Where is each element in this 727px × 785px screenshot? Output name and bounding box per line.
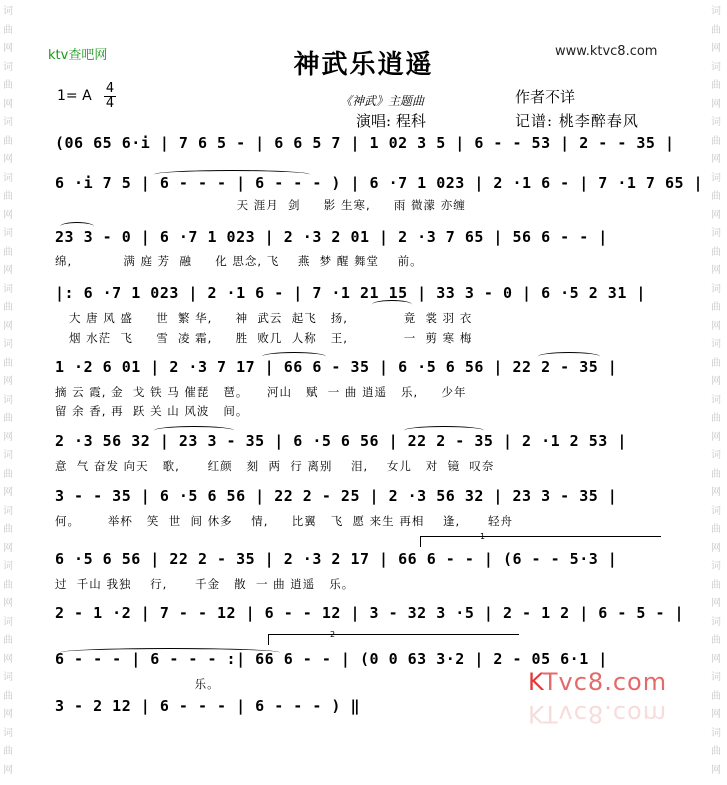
watermark-char: 曲 (711, 635, 721, 646)
watermark-char: 网 (711, 43, 721, 54)
watermark-char: 词 (711, 561, 721, 572)
ktv-logo-reflection: KTvc8.com (528, 700, 668, 728)
singer: 演唱: 程科 (356, 112, 426, 130)
watermark-char: 词 (711, 616, 721, 628)
slur (538, 352, 600, 361)
slur (262, 352, 326, 361)
watermark-char: 曲 (711, 357, 721, 369)
watermark-char: 曲 (3, 746, 13, 757)
first-ending-bracket (420, 536, 661, 547)
watermark-char: 曲 (711, 746, 721, 757)
watermark-char: 网 (711, 764, 721, 776)
meter-top: 4 (105, 81, 115, 96)
slur (60, 222, 94, 231)
watermark-char: 网 (3, 320, 13, 332)
score-row: 6 ·i 7 5 | 6 - - - | 6 - - - ) | 6 ·7 1 023 | 2 ·1 6 - | 7 ·1 7 65 | (55, 174, 704, 192)
watermark-char: 网 (711, 154, 721, 165)
song-title: 神武乐逍遥 (293, 50, 434, 80)
watermark-char: 词 (3, 117, 13, 128)
second-ending-number: 2 (330, 630, 336, 639)
watermark-char: 曲 (711, 690, 721, 702)
watermark-char: 词 (3, 283, 13, 295)
watermark-char: 曲 (711, 302, 721, 313)
lyric-line: 烟 水茫 飞 雪 凌 霜, 胜 败几 人称 王, 一 剪 寒 梅 (55, 331, 473, 345)
lyric-line: 大 唐 风 盛 世 繁 华, 神 武云 起飞 扬, 竟 裳 羽 衣 (55, 311, 473, 325)
score-row: 2 ·3 56 32 | 23 3 - 35 | 6 ·5 6 56 | 22 2 - 35 | 2 ·1 2 53 | (55, 432, 627, 450)
watermark-char: 曲 (711, 135, 721, 147)
watermark-char: 网 (3, 764, 13, 776)
watermark-char: 曲 (711, 246, 721, 258)
watermark-char: 词 (3, 616, 13, 628)
watermark-char: 网 (3, 709, 13, 720)
watermark-char: 词 (3, 450, 13, 461)
watermark-char: 曲 (3, 579, 13, 591)
lyric-line: 乐。 (55, 677, 220, 691)
site-url[interactable]: www.ktvc8.com (555, 44, 658, 59)
lyric-line: 过 千山 我独 行, 千金 散 一 曲 逍遥 乐。 (55, 577, 355, 591)
watermark-char: 词 (3, 61, 13, 73)
lyric-line: 绵, 满 庭 芳 融 化 思念, 飞 燕 梦 醒 舞堂 前。 (55, 254, 423, 268)
watermark-char: 网 (711, 209, 721, 221)
slur (154, 426, 234, 435)
watermark-char: 词 (711, 450, 721, 461)
watermark-char: 词 (3, 172, 13, 184)
watermark-char: 曲 (3, 246, 13, 258)
score-row: 3 - 2 12 | 6 - - - | 6 - - - ) ‖ (55, 697, 360, 715)
watermark-char: 曲 (711, 413, 721, 424)
watermark-char: 词 (3, 339, 13, 350)
watermark-char: 词 (711, 394, 721, 406)
watermark-char: 曲 (3, 524, 13, 535)
watermark-char: 网 (3, 487, 13, 498)
watermark-char: 网 (3, 154, 13, 165)
watermark-char: 网 (711, 487, 721, 498)
score-row: 1 ·2 6 01 | 2 ·3 7 17 | 66 6 - 35 | 6 ·5 6 56 | 22 2 - 35 | (55, 358, 618, 376)
score-row: 6 - - - | 6 - - - :| 66 6 - - | (0 0 63 3·2 | 2 - 05 6·1 | (55, 650, 608, 668)
watermark-char: 网 (711, 98, 721, 110)
watermark-char: 网 (711, 709, 721, 720)
watermark-char: 曲 (711, 80, 721, 91)
watermark-char: 网 (3, 598, 13, 609)
lyric-line: 天 涯月 剑 影 生寒, 雨 微濛 亦缠 (55, 198, 466, 212)
lyric-line: 摘 云 霞, 金 戈 铁 马 催琵 琶。 河山 赋 一 曲 逍遥 乐, 少年 (55, 385, 467, 399)
watermark-char: 曲 (3, 413, 13, 424)
watermark-char: 网 (711, 653, 721, 665)
watermark-char: 曲 (711, 24, 721, 36)
watermark-char: 词 (711, 117, 721, 128)
watermark-char: 词 (3, 672, 13, 683)
watermark-char: 词 (3, 561, 13, 572)
watermark-char: 曲 (3, 191, 13, 202)
watermark-char: 词 (3, 6, 13, 17)
lyric-line: 意 气 奋发 向天 歌, 红颜 刻 两 行 离别 泪, 女儿 对 镜 叹奈 (55, 459, 495, 473)
lyric-line: 何。 举杯 笑 世 间 休多 情, 比翼 飞 愿 来生 再相 逢, 轻舟 (55, 514, 514, 528)
watermark-char: 词 (711, 727, 721, 739)
watermark-char: 词 (711, 672, 721, 683)
watermark-char: 曲 (711, 468, 721, 480)
watermark-char: 曲 (3, 468, 13, 480)
watermark-char: 词 (711, 283, 721, 295)
watermark-char: 网 (3, 98, 13, 110)
watermark-char: 曲 (3, 357, 13, 369)
watermark-char: 网 (711, 376, 721, 387)
watermark-char: 网 (3, 542, 13, 554)
author: 作者不详 (515, 88, 576, 106)
watermark-char: 词 (711, 61, 721, 73)
watermark-char: 词 (3, 505, 13, 517)
watermark-char: 曲 (3, 135, 13, 147)
watermark-char: 网 (3, 43, 13, 54)
watermark-char: 曲 (711, 524, 721, 535)
ktv-logo[interactable] (528, 668, 667, 696)
first-ending-number: 1 (480, 532, 486, 541)
watermark-char: 曲 (3, 690, 13, 702)
watermark-char: 词 (3, 727, 13, 739)
watermark-char: 曲 (3, 302, 13, 313)
watermark-char: 曲 (3, 635, 13, 646)
time-signature (104, 83, 116, 110)
watermark-char: 网 (3, 265, 13, 276)
watermark-char: 网 (711, 598, 721, 609)
score-row: 23 3 - 0 | 6 ·7 1 023 | 2 ·3 2 01 | 2 ·3 7 65 | 56 6 - - | (55, 228, 608, 246)
site-name-cn[interactable]: ktv查吧网 (48, 48, 108, 63)
watermark-char: 词 (711, 172, 721, 184)
watermark-char: 曲 (711, 191, 721, 202)
logo-rest: Tvc8.com (542, 668, 668, 696)
watermark-char: 网 (711, 542, 721, 554)
watermark-char: 网 (711, 265, 721, 276)
second-ending-bracket (268, 634, 519, 645)
score-row: 3 - - 35 | 6 ·5 6 56 | 22 2 - 25 | 2 ·3 56 32 | 23 3 - 35 | (55, 487, 618, 505)
slur (154, 170, 310, 179)
slur (372, 300, 412, 309)
watermark-char: 词 (711, 505, 721, 517)
watermark-char: 词 (3, 394, 13, 406)
lyric-line: 留 余 香, 再 跃 关 山 风波 间。 (55, 404, 249, 418)
watermark-char: 曲 (3, 80, 13, 91)
score-row: (06 65 6·i | 7 6 5 - | 6 6 5 7 | 1 02 3 5 | 6 - - 53 | 2 - - 35 | (55, 134, 675, 152)
subtitle: 《神武》主题曲 (340, 94, 425, 108)
watermark-char: 词 (3, 228, 13, 239)
watermark-char: 网 (3, 653, 13, 665)
score-row: 2 - 1 ·2 | 7 - - 12 | 6 - - 12 | 3 - 32 3 ·5 | 2 - 1 2 | 6 - 5 - | (55, 604, 685, 622)
watermark-char: 曲 (3, 24, 13, 36)
meter-bottom: 4 (105, 96, 115, 111)
watermark-char: 词 (711, 228, 721, 239)
watermark-char: 网 (3, 209, 13, 221)
watermark-char: 网 (711, 320, 721, 332)
watermark-char: 网 (3, 376, 13, 387)
watermark-char: 曲 (711, 579, 721, 591)
watermark-char: 词 (711, 339, 721, 350)
slur (60, 648, 280, 657)
watermark-char: 网 (3, 431, 13, 443)
watermark-char: 词 (711, 6, 721, 17)
slur (404, 426, 484, 435)
scribe: 记谱: 桃李醉春风 (515, 112, 639, 130)
logo-first-letter: K (528, 668, 543, 696)
score-row: 6 ·5 6 56 | 22 2 - 35 | 2 ·3 2 17 | 66 6 - - | (6 - - 5·3 | (55, 550, 618, 568)
key-signature: 1= A (57, 88, 92, 104)
score-row: |: 6 ·7 1 023 | 2 ·1 6 - | 7 ·1 21 15 | 33 3 - 0 | 6 ·5 2 31 | (55, 284, 646, 302)
watermark-char: 网 (711, 431, 721, 443)
